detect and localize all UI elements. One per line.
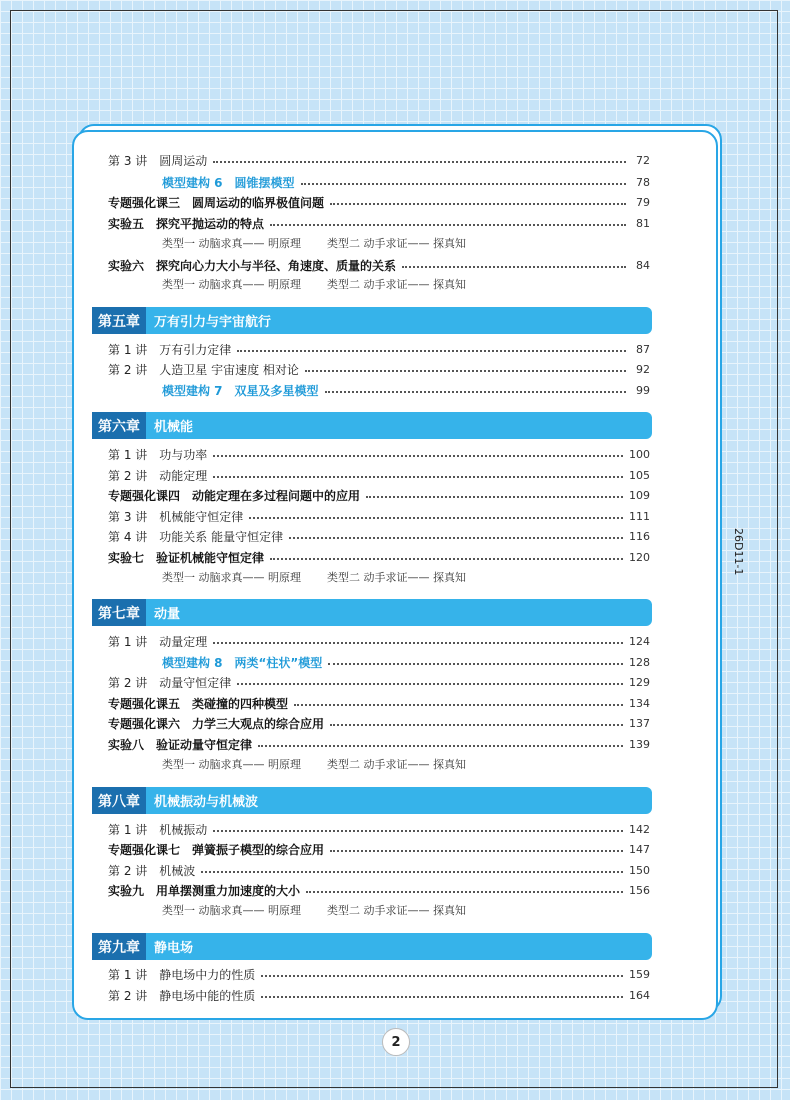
chapter-header-7[interactable]: [92, 599, 652, 626]
chapter-header-5[interactable]: [92, 307, 652, 334]
entry-title: 动量守恒定律: [159, 675, 232, 690]
leader-dots: [201, 871, 623, 873]
entry-label: 模型建构 8: [162, 655, 223, 670]
toc-entry[interactable]: [108, 465, 650, 485]
type-two: 类型二 动手求证—— 探真知: [327, 571, 466, 584]
entry-title: 探究平抛运动的特点: [156, 216, 265, 231]
entry-label: 实验五: [108, 216, 145, 231]
entry-label: 第 1 讲: [108, 447, 148, 462]
entry-page: 109: [629, 488, 650, 502]
leader-dots: [270, 558, 623, 560]
toc-entry[interactable]: [108, 734, 650, 754]
experiment-types: [162, 568, 492, 586]
entry-title: 人造卫星 宇宙速度 相对论: [159, 362, 299, 377]
type-two: 类型二 动手求证—— 探真知: [327, 758, 466, 771]
entry-page: 139: [629, 737, 650, 751]
chapter-header-9[interactable]: [92, 933, 652, 960]
entry-title: 万有引力定律: [159, 342, 232, 357]
toc-entry-model[interactable]: [162, 380, 650, 400]
entry-page: 137: [629, 716, 650, 730]
toc-entry[interactable]: [108, 526, 650, 546]
toc-entry[interactable]: [108, 255, 650, 275]
entry-label: 专题强化课六: [108, 716, 181, 731]
entry-title: 动量定理: [159, 634, 208, 649]
entry-label: 第 2 讲: [108, 468, 148, 483]
toc-entry[interactable]: [108, 839, 650, 859]
entry-page: 124: [629, 634, 650, 648]
entry-page: 111: [629, 509, 650, 523]
type-one: 类型一 动脑求真—— 明原理: [162, 237, 301, 250]
leader-dots: [330, 724, 623, 726]
leader-dots: [328, 663, 623, 665]
entry-page: 150: [629, 863, 650, 877]
entry-label: 实验六: [108, 258, 145, 273]
toc-entry[interactable]: [108, 819, 650, 839]
toc-entry[interactable]: [108, 964, 650, 984]
entry-label: 第 2 讲: [108, 362, 148, 377]
entry-title: 功与功率: [159, 447, 208, 462]
entry-label: 第 2 讲: [108, 863, 148, 878]
entry-label: 专题强化课五: [108, 696, 181, 711]
toc-entry[interactable]: [108, 339, 650, 359]
chapter-number: 第九章: [92, 933, 146, 960]
entry-title: 静电场中力的性质: [159, 967, 256, 982]
entry-label: 专题强化课四: [108, 488, 181, 503]
entry-page: 81: [636, 216, 650, 230]
leader-dots: [213, 830, 623, 832]
entry-page: 87: [636, 342, 650, 356]
leader-dots: [325, 391, 626, 393]
entry-title: 双星及多星模型: [234, 383, 319, 398]
chapter-title: 机械能: [154, 420, 194, 435]
leader-dots: [305, 370, 626, 372]
toc-entry[interactable]: [108, 985, 650, 1005]
entry-page: 100: [629, 447, 650, 461]
entry-label: 第 4 讲: [108, 529, 148, 544]
toc-entry-model[interactable]: [162, 172, 650, 192]
entry-label: 第 1 讲: [108, 822, 148, 837]
toc-entry[interactable]: [108, 213, 650, 233]
leader-dots: [289, 537, 623, 539]
entry-label: 专题强化课三: [108, 195, 181, 210]
entry-page: 147: [629, 842, 650, 856]
entry-label: 第 1 讲: [108, 342, 148, 357]
entry-page: 128: [629, 655, 650, 669]
entry-label: 第 1 讲: [108, 967, 148, 982]
leader-dots: [213, 642, 623, 644]
entry-title: 机械能守恒定律: [159, 509, 244, 524]
leader-dots: [294, 704, 623, 706]
entry-label: 模型建构 7: [162, 383, 223, 398]
leader-dots: [237, 350, 626, 352]
entry-page: 72: [636, 153, 650, 167]
leader-dots: [330, 850, 623, 852]
toc-entry-model[interactable]: [162, 652, 650, 672]
chapter-title: 动量: [154, 607, 181, 622]
chapter-title: 静电场: [154, 941, 194, 956]
experiment-types: [162, 275, 492, 293]
toc-entry[interactable]: [108, 672, 650, 692]
entry-title: 功能关系 能量守恒定律: [159, 529, 284, 544]
entry-title: 机械波: [159, 863, 196, 878]
leader-dots: [270, 224, 626, 226]
entry-page: 84: [636, 258, 650, 272]
toc-entry[interactable]: [108, 359, 650, 379]
entry-label: 实验七: [108, 550, 145, 565]
toc-entry[interactable]: [108, 485, 650, 505]
entry-page: 129: [629, 675, 650, 689]
leader-dots: [402, 266, 626, 268]
toc-entry[interactable]: [108, 713, 650, 733]
leader-dots: [213, 161, 626, 163]
entry-label: 实验八: [108, 737, 145, 752]
entry-page: 134: [629, 696, 650, 710]
chapter-number: 第五章: [92, 307, 146, 334]
entry-page: 78: [636, 175, 650, 189]
chapter-header-8[interactable]: [92, 787, 652, 814]
leader-dots: [261, 996, 623, 998]
experiment-types: [162, 234, 492, 252]
side-code: 26D11-1: [732, 528, 745, 576]
entry-page: 105: [629, 468, 650, 482]
type-one: 类型一 动脑求真—— 明原理: [162, 571, 301, 584]
entry-page: 79: [636, 195, 650, 209]
type-two: 类型二 动手求证—— 探真知: [327, 237, 466, 250]
toc-entry[interactable]: [108, 860, 650, 880]
chapter-number: 第六章: [92, 412, 146, 439]
entry-page: 99: [636, 383, 650, 397]
entry-page: 116: [629, 529, 650, 543]
type-one: 类型一 动脑求真—— 明原理: [162, 278, 301, 291]
chapter-number: 第八章: [92, 787, 146, 814]
entry-label: 实验九: [108, 883, 145, 898]
entry-page: 156: [629, 883, 650, 897]
entry-title: 验证动量守恒定律: [156, 737, 253, 752]
experiment-types: [162, 755, 492, 773]
entry-title: 动能定理在多过程问题中的应用: [192, 488, 361, 503]
toc-entry[interactable]: [108, 547, 650, 567]
chapter-number: 第七章: [92, 599, 146, 626]
entry-title: 圆锥摆模型: [234, 175, 295, 190]
type-one: 类型一 动脑求真—— 明原理: [162, 758, 301, 771]
leader-dots: [258, 745, 623, 747]
toc-entry[interactable]: [108, 693, 650, 713]
entry-title: 探究向心力大小与半径、角速度、质量的关系: [156, 258, 397, 273]
chapter-title: 万有引力与宇宙航行: [154, 315, 272, 330]
leader-dots: [213, 476, 623, 478]
leader-dots: [301, 183, 626, 185]
entry-title: 力学三大观点的综合应用: [192, 716, 325, 731]
toc-entry[interactable]: [108, 631, 650, 651]
entry-label: 第 3 讲: [108, 509, 148, 524]
entry-label: 第 1 讲: [108, 634, 148, 649]
entry-title: 圆周运动: [159, 153, 208, 168]
entry-page: 92: [636, 362, 650, 376]
leader-dots: [261, 975, 623, 977]
entry-title: 类碰撞的四种模型: [192, 696, 289, 711]
entry-title: 用单摆测重力加速度的大小: [156, 883, 301, 898]
entry-title: 验证机械能守恒定律: [156, 550, 265, 565]
toc-entry[interactable]: [108, 880, 650, 900]
entry-title: 机械振动: [159, 822, 208, 837]
leader-dots: [213, 455, 623, 457]
entry-title: 静电场中能的性质: [159, 988, 256, 1003]
entry-label: 模型建构 6: [162, 175, 223, 190]
leader-dots: [366, 496, 623, 498]
type-one: 类型一 动脑求真—— 明原理: [162, 904, 301, 917]
entry-label: 第 2 讲: [108, 675, 148, 690]
entry-page: 159: [629, 967, 650, 981]
entry-label: 专题强化课七: [108, 842, 181, 857]
entry-label: 第 2 讲: [108, 988, 148, 1003]
entry-label: 第 3 讲: [108, 153, 148, 168]
toc-entry[interactable]: [108, 506, 650, 526]
type-two: 类型二 动手求证—— 探真知: [327, 904, 466, 917]
entry-title: 两类“柱状”模型: [234, 655, 323, 670]
page-number: 2: [382, 1028, 410, 1056]
type-two: 类型二 动手求证—— 探真知: [327, 278, 466, 291]
chapter-title: 机械振动与机械波: [154, 795, 259, 810]
chapter-header-6[interactable]: [92, 412, 652, 439]
entry-page: 120: [629, 550, 650, 564]
entry-title: 圆周运动的临界极值问题: [192, 195, 325, 210]
toc-entry[interactable]: [108, 192, 650, 212]
entry-title: 动能定理: [159, 468, 208, 483]
entry-title: 弹簧振子模型的综合应用: [192, 842, 325, 857]
toc-entry[interactable]: [108, 444, 650, 464]
entry-page: 142: [629, 822, 650, 836]
experiment-types: [162, 901, 492, 919]
leader-dots: [249, 517, 623, 519]
toc-entry[interactable]: [108, 150, 650, 170]
leader-dots: [330, 203, 626, 205]
entry-page: 164: [629, 988, 650, 1002]
leader-dots: [237, 683, 623, 685]
leader-dots: [306, 891, 623, 893]
